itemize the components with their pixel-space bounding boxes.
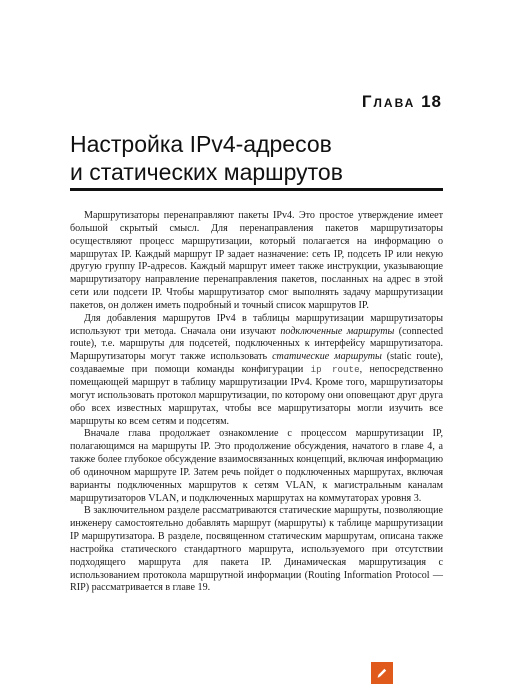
title-divider bbox=[70, 188, 443, 191]
term-connected-routes: подключенные маршруты bbox=[280, 325, 395, 337]
term-static-routes: статические маршруты bbox=[272, 351, 382, 363]
paragraph-3: Вначале глава продолжает ознакомление с процессом маршрутизации IP, полагающимся на маршруты IP. Это продолжение обсуждения, начатого в главе 4, а также более глубокое обсуждение взаимосвязанных концепций, включая информацию об одиночном маршруте IP. Затем речь пойдет о подключенных маршрутах, включая варианты подключенных маршрутов к сетям VLAN, к магистральным каналам маршрутизаторов VLAN, и подключенных маршрутах на коммутаторах уровня 3. bbox=[70, 428, 443, 504]
chapter-number: 18 bbox=[421, 92, 442, 111]
command-ip-route: ip route bbox=[310, 364, 360, 376]
pencil-icon bbox=[375, 666, 389, 680]
chapter-body bbox=[70, 210, 443, 595]
chapter-word: Глава bbox=[361, 92, 416, 111]
paragraph-4: В заключительном разделе рассматриваются статические маршруты, позволяющие инженеру самостоятельно добавлять маршрут (маршруты) к таблице маршрутизации IP маршрутизатора. В разделе, посвященном статическим маршрутам, описана также настройка статического стандартного маршрута, используемого при отсутствии подходящего маршрута для пакета IP. Динамическая маршрутизация с использованием протокола маршрутной информации (Routing Information Protocol — RIP) рассматривается в главе 19. bbox=[70, 505, 443, 594]
paragraph-2-part-2: (connected route), т.е. маршруты для подсетей, подключенных к интерфейсу маршрутизатора. Маршрутизаторы могут также использовать bbox=[70, 325, 443, 363]
paragraph-2 bbox=[70, 313, 443, 429]
chapter-title bbox=[70, 130, 460, 186]
chapter-title-line-1: Настройка IPv4-адресов bbox=[70, 131, 332, 157]
edit-badge[interactable] bbox=[371, 662, 393, 684]
paragraph-1: Маршрутизаторы перенаправляют пакеты IPv4. Это простое утверждение имеет большой скрытый смысл. Для перенаправления пакетов маршрутизаторы осуществляют процесс маршрутизации, который полагается на информацию о маршрутах IP. Каждый маршрут IP задает назначение: сеть IP, подсеть IP или некую другую группу IP-адресов. Каждый маршрут имеет также инструкции, указывающие маршрутизатору направление перенаправления пакетов, посланных на адрес в этой сети или подсети IP. Чтобы маршрутизатор смог выполнять задачу маршрутизации пакетов, он должен иметь подробный и точный список маршрутов IP. bbox=[70, 210, 443, 311]
chapter-label bbox=[362, 92, 442, 112]
paragraph-2-part-4: , непосредственно помещающей маршрут в таблицу маршрутизации IPv4. Кроме того, маршрутизаторы могут использовать протокол маршрутизации, по которому они оповещают друг друга обо всех известных маршрутах, чтобы все маршрутизаторы могли изучить все маршруты ко всем сетям и подсетям. bbox=[70, 364, 443, 427]
paragraph-2-part-1: Для добавления маршрутов IPv4 в таблицы маршрутизации маршрутизаторы используют три метода. Сначала они изучают bbox=[70, 312, 443, 337]
chapter-title-line-2: и статических маршрутов bbox=[70, 159, 343, 185]
paragraph-2-part-3: (static route), создаваемые при помощи команды конфигурации bbox=[70, 351, 444, 376]
